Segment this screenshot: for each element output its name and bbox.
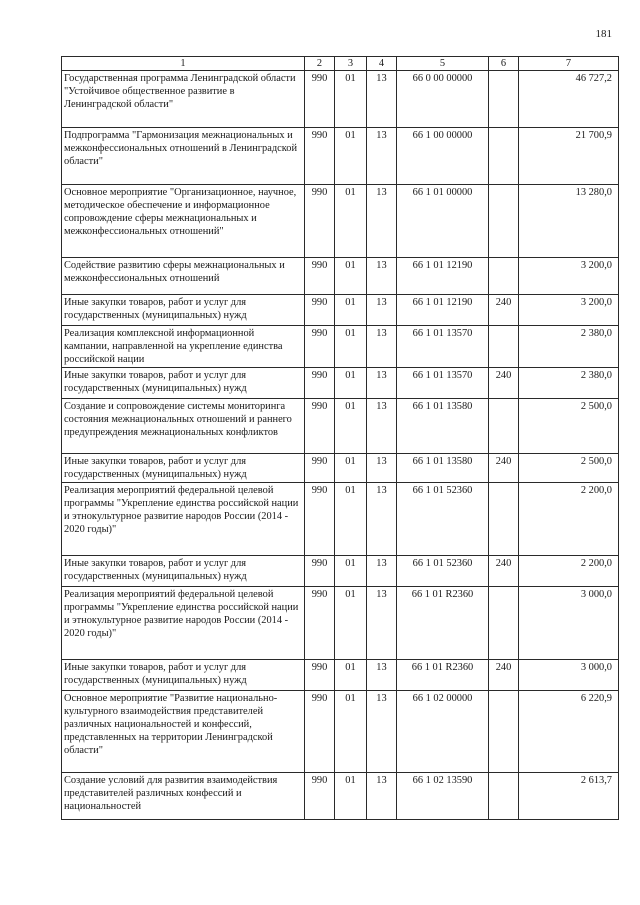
amount-value: 2 200,0 [519,483,619,556]
expense-type-code [489,128,519,185]
section-code: 01 [335,128,367,185]
subsection-code: 13 [367,326,397,368]
subsection-code: 13 [367,295,397,326]
amount-value: 21 700,9 [519,128,619,185]
row-label: Иные закупки товаров, работ и услуг для государственных (муниципальных) нужд [62,454,305,483]
amount-value: 6 220,9 [519,691,619,773]
table-row [62,587,619,660]
target-article-code: 66 1 01 52360 [397,483,489,556]
table-row [62,399,619,454]
target-article-code: 66 1 00 00000 [397,128,489,185]
subsection-code: 13 [367,454,397,483]
amount-value: 3 200,0 [519,258,619,295]
target-article-code: 66 1 01 13580 [397,399,489,454]
admin-code: 990 [305,399,335,454]
target-article-code: 66 1 01 13570 [397,368,489,399]
admin-code: 990 [305,773,335,820]
row-label: Создание и сопровождение системы мониторинга состояния межнациональных отношений и раннего предупреждения межнациональных конфликтов [62,399,305,454]
target-article-code: 66 1 01 00000 [397,185,489,258]
expense-type-code [489,71,519,128]
amount-value: 3 000,0 [519,660,619,691]
section-code: 01 [335,691,367,773]
expense-type-code [489,587,519,660]
admin-code: 990 [305,587,335,660]
table-row [62,185,619,258]
row-label: Создание условий для развития взаимодействия представителей различных конфессий и национальностей [62,773,305,820]
expense-type-code: 240 [489,295,519,326]
section-code: 01 [335,368,367,399]
target-article-code: 66 1 01 12190 [397,258,489,295]
column-header: 2 [305,57,335,71]
expense-type-code: 240 [489,660,519,691]
section-code: 01 [335,71,367,128]
target-article-code: 66 1 01 R2360 [397,587,489,660]
target-article-code: 66 1 01 13570 [397,326,489,368]
target-article-code: 66 1 01 R2360 [397,660,489,691]
subsection-code: 13 [367,399,397,454]
admin-code: 990 [305,691,335,773]
subsection-code: 13 [367,483,397,556]
target-article-code: 66 1 01 12190 [397,295,489,326]
table-row [62,295,619,326]
table-row [62,660,619,691]
expense-type-code [489,773,519,820]
subsection-code: 13 [367,185,397,258]
target-article-code: 66 1 02 13590 [397,773,489,820]
column-header: 6 [489,57,519,71]
amount-value: 3 000,0 [519,587,619,660]
budget-table [61,56,619,820]
subsection-code: 13 [367,258,397,295]
expense-type-code [489,691,519,773]
amount-value: 2 380,0 [519,368,619,399]
column-header: 4 [367,57,397,71]
page-number: 181 [595,28,612,40]
amount-value: 3 200,0 [519,295,619,326]
admin-code: 990 [305,368,335,399]
row-label: Государственная программа Ленинградской области "Устойчивое общественное развитие в Ленинградской области" [62,71,305,128]
section-code: 01 [335,326,367,368]
admin-code: 990 [305,258,335,295]
expense-type-code: 240 [489,368,519,399]
admin-code: 990 [305,71,335,128]
table-row [62,556,619,587]
table-row [62,454,619,483]
table-row [62,326,619,368]
target-article-code: 66 1 01 13580 [397,454,489,483]
row-label: Иные закупки товаров, работ и услуг для государственных (муниципальных) нужд [62,295,305,326]
row-label: Основное мероприятие "Организационное, научное, методическое обеспечение и информационное сопровождение сферы межнациональных и межконфессиональных отношений" [62,185,305,258]
row-label: Реализация комплексной информационной кампании, направленной на укрепление единства российской нации [62,326,305,368]
column-header: 3 [335,57,367,71]
row-label: Иные закупки товаров, работ и услуг для государственных (муниципальных) нужд [62,556,305,587]
row-label: Реализация мероприятий федеральной целевой программы "Укрепление единства российской нации и этнокультурное развитие народов России (2014 - 2020 годы)" [62,483,305,556]
section-code: 01 [335,483,367,556]
row-label: Иные закупки товаров, работ и услуг для государственных (муниципальных) нужд [62,660,305,691]
target-article-code: 66 1 01 52360 [397,556,489,587]
table-row [62,258,619,295]
expense-type-code [489,326,519,368]
subsection-code: 13 [367,368,397,399]
subsection-code: 13 [367,556,397,587]
row-label: Реализация мероприятий федеральной целевой программы "Укрепление единства российской нации и этнокультурное развитие народов России (2014 - 2020 годы)" [62,587,305,660]
expense-type-code [489,483,519,556]
expense-type-code: 240 [489,454,519,483]
subsection-code: 13 [367,660,397,691]
row-label: Содействие развитию сферы межнациональных и межконфессиональных отношений [62,258,305,295]
subsection-code: 13 [367,71,397,128]
admin-code: 990 [305,556,335,587]
table-row [62,368,619,399]
table-row [62,773,619,820]
section-code: 01 [335,454,367,483]
amount-value: 2 500,0 [519,399,619,454]
section-code: 01 [335,258,367,295]
subsection-code: 13 [367,587,397,660]
amount-value: 2 200,0 [519,556,619,587]
admin-code: 990 [305,326,335,368]
expense-type-code: 240 [489,556,519,587]
table-row [62,71,619,128]
admin-code: 990 [305,454,335,483]
expense-type-code [489,258,519,295]
section-code: 01 [335,587,367,660]
target-article-code: 66 1 02 00000 [397,691,489,773]
amount-value: 46 727,2 [519,71,619,128]
row-label: Основное мероприятие "Развитие национально-культурного взаимодействия представителей различных национальностей и конфессий, представленных на территории Ленинградской области" [62,691,305,773]
admin-code: 990 [305,185,335,258]
table-row [62,691,619,773]
section-code: 01 [335,556,367,587]
target-article-code: 66 0 00 00000 [397,71,489,128]
table-row [62,483,619,556]
column-header: 7 [519,57,619,71]
subsection-code: 13 [367,773,397,820]
section-code: 01 [335,295,367,326]
amount-value: 2 613,7 [519,773,619,820]
amount-value: 2 500,0 [519,454,619,483]
expense-type-code [489,399,519,454]
amount-value: 13 280,0 [519,185,619,258]
subsection-code: 13 [367,128,397,185]
column-header: 5 [397,57,489,71]
section-code: 01 [335,773,367,820]
expense-type-code [489,185,519,258]
table-row [62,128,619,185]
subsection-code: 13 [367,691,397,773]
column-header: 1 [62,57,305,71]
section-code: 01 [335,399,367,454]
row-label: Подпрограмма "Гармонизация межнациональных и межконфессиональных отношений в Ленинградской области" [62,128,305,185]
section-code: 01 [335,660,367,691]
admin-code: 990 [305,128,335,185]
column-number-row [62,57,619,71]
section-code: 01 [335,185,367,258]
row-label: Иные закупки товаров, работ и услуг для государственных (муниципальных) нужд [62,368,305,399]
amount-value: 2 380,0 [519,326,619,368]
admin-code: 990 [305,660,335,691]
admin-code: 990 [305,295,335,326]
admin-code: 990 [305,483,335,556]
